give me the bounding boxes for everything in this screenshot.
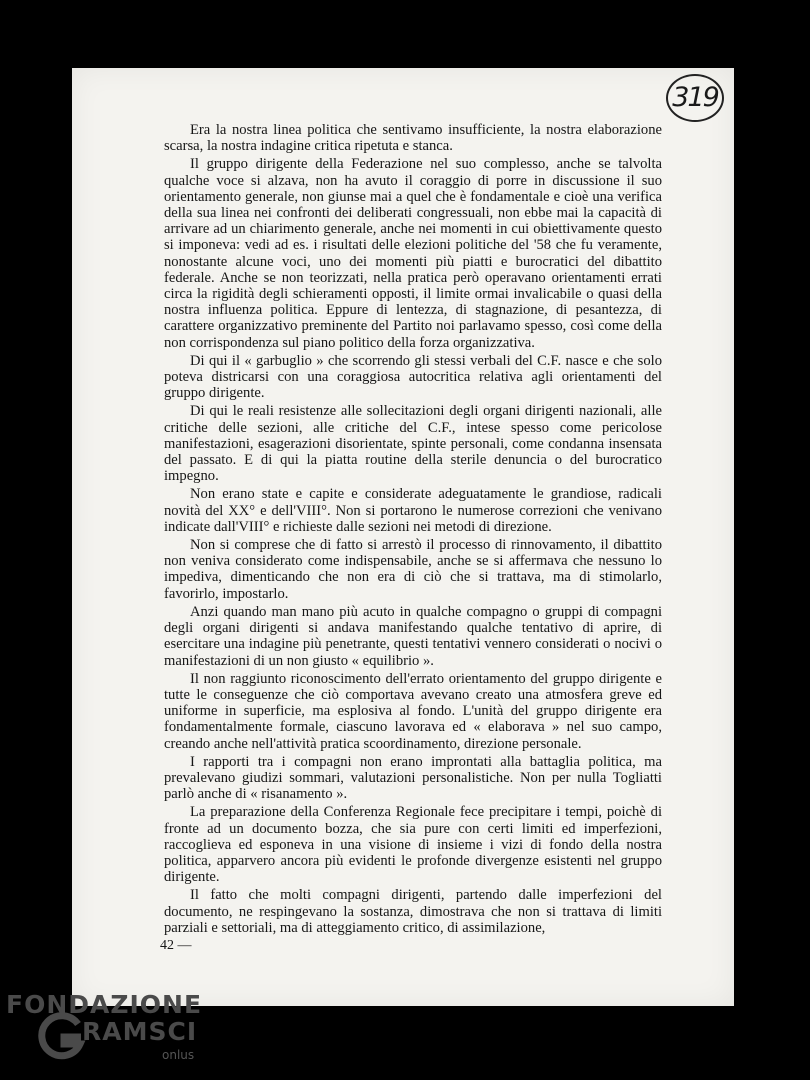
watermark-g-logo-icon — [34, 1010, 88, 1064]
paragraph: Era la nostra linea politica che sentivamo insufficiente, la nostra elaborazione scarsa, la nostra indagine critica ripetuta e stanca. — [164, 122, 662, 155]
paragraph: Anzi quando man mano più acuto in qualche compagno o gruppi di compagni degli organi dirigenti si andava manifestando qualche tentativo di aprire, di esercitare una indagine più penetrante, questi tentativi vennero considerati o nocivi o manifestazioni di un non giusto « equilibrio ». — [164, 603, 662, 669]
fondazione-gramsci-watermark — [0, 988, 260, 1078]
paragraph: Il gruppo dirigente della Federazione nel suo complesso, anche se talvolta qualche voce si alzava, non ha avuto il coraggio di porre in discussione il suo orientamento generale, non giunse mai a quel che è fondamentale e cioè una verifica della sua linea nei confronti dei deliberati congressuali, non ebbe mai la capacità di arrivare ad un chiarimento generale, anche nei momenti in cui obiettivamente questo si imponeva: vedi ad es. i risultati delle elezioni politiche del '58 che fu veramente, nonostante alcune voci, uno dei momenti più piatti e burocratici del dibattito federale. Anche se non teorizzati, nella pratica però operavano orientamenti errati circa la rigidità degli schieramenti opposti, il limite ormai invalicabile o quasi della nostra influenza politica. Eppure di lentezza, di stagnazione, di pesantezza, di carattere organizzativo preminente del Partito noi parlavamo spesso, così come della non corrispondenza sul piano politico della forza organizzativa. — [164, 156, 662, 351]
watermark-line-2: RAMSCI — [82, 1017, 198, 1046]
paragraph: Di qui il « garbuglio » che scorrendo gli stessi verbali del C.F. nasce e che solo poteva districarsi con una coraggiosa autocritica relativa agli orientamenti del gruppo dirigente. — [164, 352, 662, 402]
paragraph: I rapporti tra i compagni non erano improntati alla battaglia politica, ma prevalevano giudizi sommari, valutazioni personalistiche. Non per nulla Togliatti parlò anche di « risanamento ». — [164, 753, 662, 803]
document-page — [72, 68, 734, 1006]
document-body — [164, 122, 662, 938]
paragraph: Il fatto che molti compagni dirigenti, partendo dalle imperfezioni del documento, ne respingevano la sostanza, dimostrava che non si trattava di limiti parziali e settoriali, ma di atteggiamento critico, di assimilazione, — [164, 887, 662, 936]
archive-number-stamp: 319 — [666, 74, 724, 122]
watermark-line-1: FONDAZIONE — [6, 990, 203, 1019]
paragraph: Non si comprese che di fatto si arrestò il processo di rinnovamento, il dibattito non veniva considerato come indispensabile, anche se si affermava che nessuno lo impediva, dimenticando che non era di ciò che si trattava, ma di stimolarlo, favorirlo, impostarlo. — [164, 537, 662, 602]
page-number: 42 — — [160, 938, 192, 953]
paragraph: Di qui le reali resistenze alle sollecitazioni degli organi dirigenti nazionali, alle critiche delle sezioni, alle critiche del C.F., intese spesso come pericolose manifestazioni, esagerazioni disorientate, spinte personali, come condanna insensata del passato. E di qui la piatta routine della sterile denuncia o del burocratico impegno. — [164, 403, 662, 485]
paragraph: Non erano state e capite e considerate adeguatamente le grandiose, radicali novità del XX° e dell'VIII°. Non si portarono le numerose correzioni che venivano indicate dall'VIII° e richieste dalle sezioni nei metodi di direzione. — [164, 486, 662, 535]
watermark-line-3: onlus — [162, 1048, 195, 1062]
paragraph: La preparazione della Conferenza Regionale fece precipitare i tempi, poichè di fronte ad un documento bozza, che sia pure con certi limiti ed imperfezioni, raccoglieva ed esponeva in una visione di insieme i vizi di fondo della nostra politica, apparvero ancora più evidenti le profonde divergenze esistenti nel gruppo dirigente. — [164, 804, 662, 886]
paragraph: Il non raggiunto riconoscimento dell'errato orientamento del gruppo dirigente e tutte le conseguenze che ciò comportava avevano creato una atmosfera greve ed uniforme in superficie, ma esplosiva al fondo. L'unità del gruppo dirigente era fondamentalmente formale, ciascuno lavorava ed « elaborava » nel suo campo, creando anche nell'attività pratica scoordinamento, direzione personale. — [164, 670, 662, 752]
